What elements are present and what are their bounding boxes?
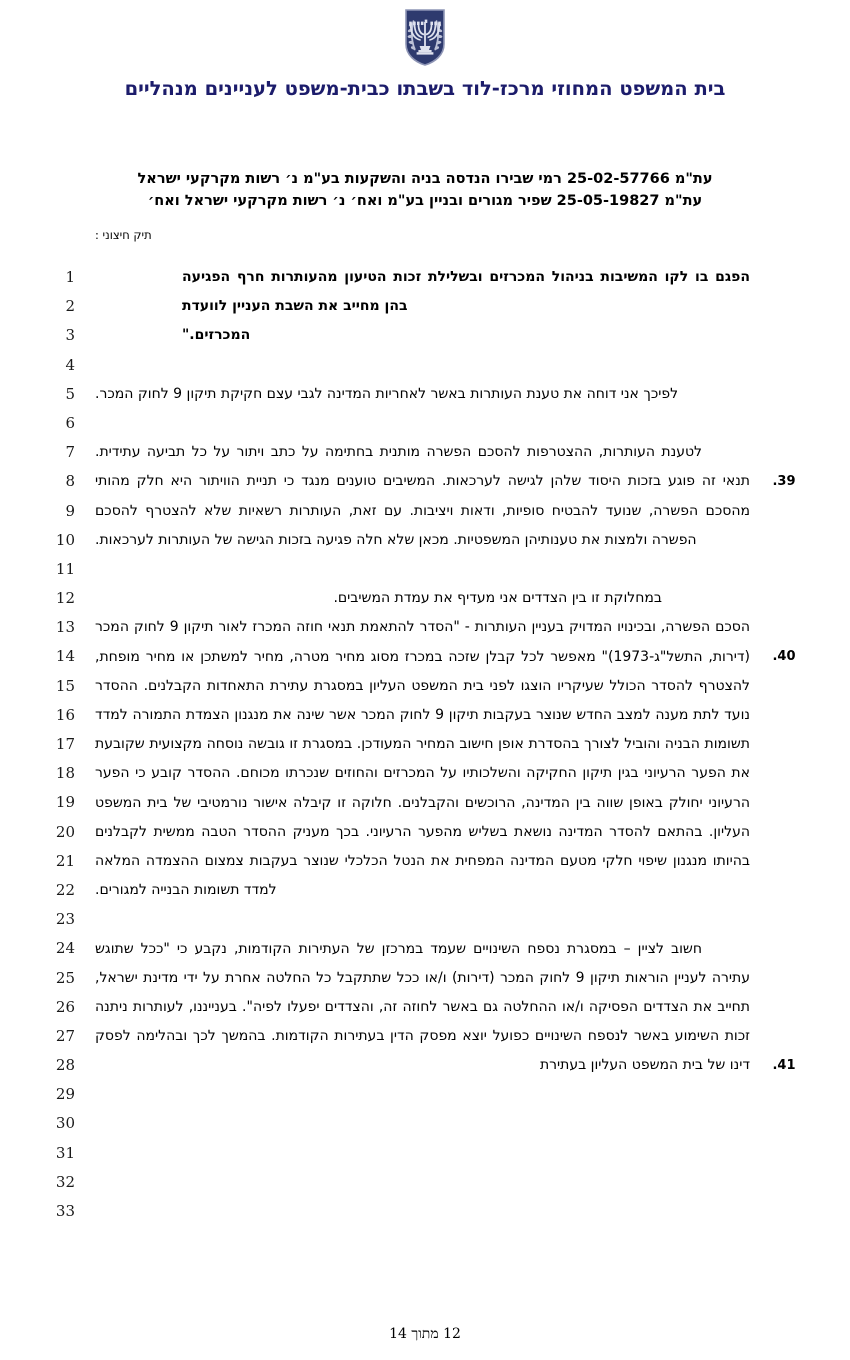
paragraph-number-39: 39. — [772, 474, 796, 489]
case-number-line-1: עת"מ 25-02-57766 רמי שבירו הנדסה בניה והשקעות בע"מ נ׳ רשות מקרקעי ישראל — [137, 171, 713, 187]
quoted-excerpt-closing: המכרזים." — [182, 327, 251, 344]
case-number-line-2: עת"מ 25-05-19827 שפיר מגורים ובניין בע"מ ואח׳ נ׳ רשות מקרקעי ישראל ואח׳ — [147, 193, 703, 209]
line-number: 28 — [55, 1056, 75, 1075]
line-number: 32 — [55, 1172, 75, 1191]
line-number: 14 — [55, 647, 75, 666]
paragraph-41-text: חשוב לציין – במסגרת נספח השינויים שעמד במרכזן של העתירות הקודמות, נקבע כי "ככל שתוגש עתירה לעניין הוראות תיקון 9 לחוק המכר (דירות) ו/או ככל שתתקבל כל החלטה אחרת על ידי מדינת ישראל, תחייב את הצדדים הפסיקה ו/או ההחלטה גם באשר לחוזה זה, והצדדים יפעלו לפיה". בענייננו, לעותרות ניתנה זכות השימוע באשר לנספח השינויים כפועל יוצא מפסק הדין בעתירות הקודמות. בהמשך לכך ובהלימה לפסק דינו של בית המשפט העליון בעתירת — [95, 940, 750, 1074]
quoted-excerpt-text: הפגם בו לקו המשיבות בניהול המכרזים ובשלילת זכות הטיעון מהעותרות חרף הפגיעה בהן מחייב את השבת העניין לוועדת — [182, 269, 750, 315]
paragraph-40-body: הסכם הפשרה, ובכינויו המדויק בעניין העותרות - "הסדר להתאמת תנאי חוזה המכרז לאור תיקון 9 לחוק המכר (דירות, התשל"ג-1973)" מאפשר לכל קבלן שזכה במכרז מסוג מחיר מטרה, מחיר למשתכן או מחיר מופחת, להצטרף להסדר הכולל שעיקריו הוצגו לפני בית המשפט העליון במסגרת עתירת התאחדות הקבלנים. ההסדר נועד לתת מענה למצב החדש שנוצר בעקבות תיקון 9 לחוק המכר אשר שינה את מנגנון הצמדת התמורה למדד תשומות הבניה והוביל לצורך בהסדרת אופן חישוב המחיר המעודכן. במסגרת זו גובשה נוסחה מקצועית שקובעת את הפער הרעיוני בגין תיקון החקיקה והשלכותיו על המכרזים והחוזים שנכרתו מכוחם. ההסדר קובע כי הפער הרעיוני יחולק באופן שווה בין המדינה, הרוכשים והקבלנים. חלוקה זו קיבלה אישור נורמטיבי של בית המשפט העליון. בהתאם להסדר המדינה נושאת בשליש מהפער הרעיוני. בכך מעניק ההסדר הטבה ממשית לקבלנים בהיותו מנגנון שיפוי חלקי מטעם המדינה המפחית את הנטל הכלכלי שנוצר בעקבות צמצום ההצמדה המלאה למדד תשומות הבנייה למגורים. — [95, 619, 750, 899]
line-number: 12 — [55, 589, 75, 608]
line-number: 20 — [55, 822, 75, 841]
external-file-label: תיק חיצוני : — [95, 228, 152, 242]
paragraph-39-text: לטענת העותרות, ההצטרפות להסכם הפשרה מותנית בחתימה על כתב ויתור על כל תביעה עתידית. תנאי זה פוגע בזכות היסוד שלהן לגישה לערכאות. המשיבים טוענים מנגד כי תניית הוויתור היא חלק מהותי מהסכם הפשרה, שנועד להבטיח סופיות, ודאות ויציבות. עם זאת, העותרות רשאיות שלא להצטרף להסכם הפשרה ולמצות את טענותיהן המשפטיות. מכאן שלא חלה פגיעה בזכות הגישה של העותרות לערכאות. — [95, 444, 750, 548]
line-number: 19 — [55, 793, 75, 812]
line-number: 10 — [55, 530, 75, 549]
line-number: 22 — [55, 880, 75, 899]
line-number: 13 — [55, 618, 75, 637]
court-title: בית המשפט המחוזי מרכז-לוד בשבתו כבית-משפט לעניינים מנהליים — [124, 77, 726, 100]
line-number: 8 — [65, 472, 75, 491]
line-number: 24 — [55, 939, 75, 958]
line-number: 21 — [55, 851, 75, 870]
paragraph-40-intro: במחלוקת זו בין הצדדים אני מעדיף את עמדת המשיבים. — [333, 590, 662, 607]
document-body — [95, 263, 750, 1081]
paragraph-number-41: 41. — [772, 1058, 796, 1073]
line-number-gutter — [45, 263, 75, 1226]
israel-state-emblem-icon — [402, 8, 448, 66]
blank-line — [95, 555, 750, 584]
line-number: 6 — [65, 413, 75, 432]
line-number: 1 — [65, 268, 75, 286]
line-number: 11 — [55, 559, 75, 578]
line-number: 16 — [55, 705, 75, 724]
line-number: 30 — [55, 1114, 75, 1133]
paragraph-after-quote: לפיכך אני דוחה את טענת העותרות באשר לאחריות המדינה לגבי עצם חקיקת תיקון 9 לחוק המכר. — [95, 385, 679, 402]
line-number: 2 — [65, 297, 75, 316]
line-number: 15 — [55, 676, 75, 695]
line-number: 31 — [55, 1143, 75, 1162]
blank-line — [95, 905, 750, 934]
line-number: 18 — [55, 764, 75, 783]
line-number: 5 — [65, 384, 75, 403]
line-number: 27 — [55, 1026, 75, 1045]
line-number: 33 — [55, 1202, 75, 1220]
line-number: 4 — [65, 355, 75, 374]
quoted-excerpt — [182, 263, 750, 351]
line-number: 29 — [55, 1085, 75, 1104]
line-number: 26 — [55, 997, 75, 1016]
paragraph-number-40: 40. — [772, 649, 796, 664]
blank-line — [95, 409, 750, 438]
line-number: 7 — [65, 443, 75, 462]
line-number: 25 — [55, 968, 75, 987]
case-numbers-block — [95, 168, 755, 212]
emblem-container — [0, 8, 850, 66]
page-footer: 12 מתוך 14 — [389, 1326, 461, 1342]
blank-line — [95, 351, 750, 380]
line-number: 3 — [65, 326, 75, 345]
line-number: 23 — [55, 910, 75, 929]
line-number: 17 — [55, 735, 75, 753]
line-number: 9 — [65, 501, 75, 520]
